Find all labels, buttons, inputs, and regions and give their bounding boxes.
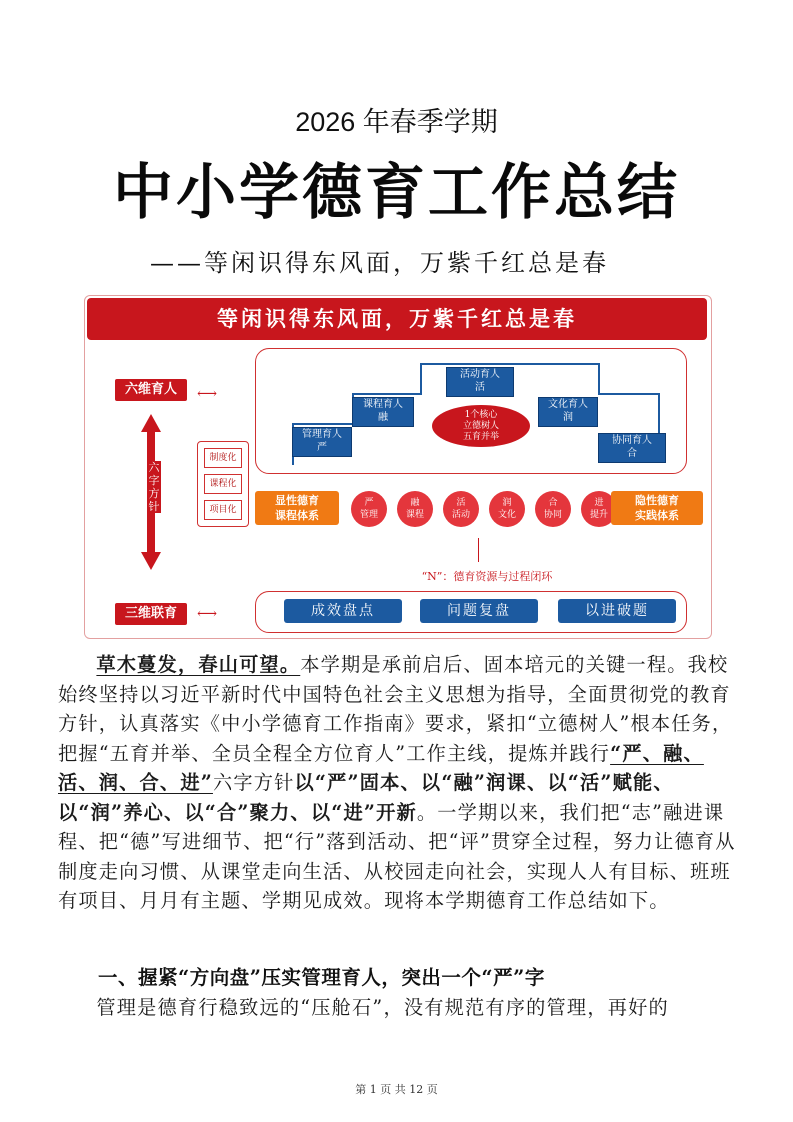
document-title: 中小学德育工作总结 [113, 158, 680, 228]
btn-progress: 以进破题 [558, 599, 676, 623]
intro-lead-phrase: 草木蔓发，春山可望。 [96, 653, 301, 676]
intro-paragraph [58, 650, 738, 916]
arrow-six-dim: ⟷ [197, 386, 218, 402]
six-word-policy: “严、融、活、润、合、进” [58, 741, 704, 794]
intro-text-b: 六字方针 [212, 771, 295, 794]
circle-he: 合 协同 [535, 491, 571, 527]
policy-bold-phrase: 以“严”固本、以“融”润课、以“活”赋能、以“润”养心、以“合”聚力、以“进”开新 [58, 771, 674, 824]
policy-vertical-label: 六字方针 [148, 461, 160, 513]
term-subtitle: 2026 年春季学期 [295, 107, 498, 137]
btn-problem-review: 问题复盘 [420, 599, 538, 623]
arrow-three-dim: ⟷ [197, 606, 218, 622]
section-heading-1: 一、握紧“方向盘”压实管理育人，突出一个“严”字 [98, 966, 545, 989]
framework-diagram [84, 295, 712, 639]
small-box-2: 课程化 [204, 474, 242, 494]
explicit-system-box: 显性德育 课程体系 [255, 491, 339, 525]
circle-run: 润 文化 [489, 491, 525, 527]
three-dim-panel [255, 591, 687, 633]
page-footer: 第 1 页 共 12 页 [355, 1083, 438, 1096]
tagline: ——等闲识得东风面，万紫千红总是春 [150, 249, 609, 277]
stair-activity: 活动育人 活 [446, 367, 514, 397]
circle-huo: 活 活动 [443, 491, 479, 527]
label-six-dim: 六维育人 [115, 379, 187, 401]
circle-rong: 融 课程 [397, 491, 433, 527]
stair-management: 管理育人 严 [292, 427, 352, 457]
btn-results-review: 成效盘点 [284, 599, 402, 623]
n-label: “N”：德育资源与过程闭环 [421, 570, 553, 583]
intro-text-a: 本学期是承前启后、固本培元的关键一程。我校始终坚持以习近平新时代中国特色社会主义思想为指导，全面贯彻党的教育方针，认真落实《中小学德育工作指南》要求，紧扣“立德树人”根本任务，把握“五育并举、全员全程全方位育人”工作主线，提炼并践行 [58, 653, 733, 765]
section-1-paragraph [58, 993, 738, 1023]
implicit-system-box: 隐性德育 实践体系 [611, 491, 703, 525]
stair-step-5 [598, 393, 660, 435]
label-three-dim: 三维联育 [115, 603, 187, 625]
circle-yan: 严 管理 [351, 491, 387, 527]
core-ellipse: 1个核心 立德树人 五育并举 [432, 405, 530, 447]
stair-collaboration: 协同育人 合 [598, 433, 666, 463]
stair-step-4 [514, 363, 600, 395]
connector-line [478, 538, 479, 562]
small-box-1: 制度化 [204, 448, 242, 468]
small-box-group [197, 441, 249, 527]
stair-culture: 文化育人 润 [538, 397, 598, 427]
small-box-3: 项目化 [204, 500, 242, 520]
diagram-banner: 等闲识得东风面，万紫千红总是春 [87, 298, 707, 340]
policy-circles [351, 491, 617, 531]
circle-jin: 进 提升 [581, 491, 617, 527]
section-1-text: 管理是德育行稳致远的“压舱石”，没有规范有序的管理，再好的 [96, 996, 669, 1019]
stair-curriculum: 课程育人 融 [352, 397, 414, 427]
intro-text-c: 。一学期以来，我们把“志”融进课程、把“德”写进细节、把“行”落到活动、把“评”贯穿全过程，努力让德育从制度走向习惯、从课堂走向生活、从校园走向社会，实现人人有目标、班班有项目、月月有主题、学期见成效。现将本学期德育工作总结如下。 [58, 800, 736, 912]
six-dim-panel [255, 348, 687, 474]
